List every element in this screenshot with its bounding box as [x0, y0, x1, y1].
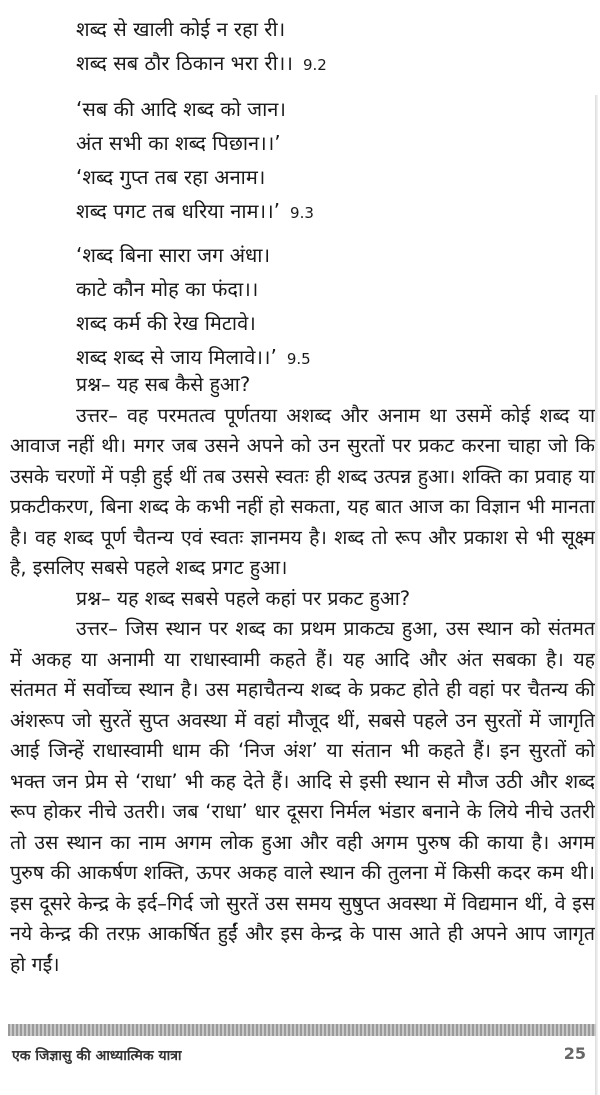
page-number: 25 — [563, 1044, 586, 1063]
verse-line: शब्द शब्द से जाय मिलावे।।’ 9.5 — [76, 345, 311, 369]
prose-section — [10, 370, 595, 980]
verse-line: शब्द पगट तब धरिया नाम।।’ 9.3 — [76, 199, 314, 223]
verse-block-3 — [76, 238, 311, 374]
answer-1: उत्तर– वह परमतत्व पूर्णतया अशब्द और अनाम था उसमें कोई शब्द या आवाज नहीं थी। मगर जब उसने अपने को उन सुरतों पर प्रकट करना चाहा जो कि उसके चरणों में पड़ी हुई थीं तब उससे स्वतः ही शब्द उत्पन्न हुआ। शक्ति का प्रवाह या प्रकटीकरण, बिना शब्द के कभी नहीं हो सकता, यह बात आज का विज्ञान भी मानता है। वह शब्द पूर्ण चैतन्य एवं स्वतः ज्ञानमय है। शब्द तो रूप और प्रकाश से भी सूक्ष्म है, इसलिए सबसे पहले शब्द प्रगट हुआ। — [10, 403, 595, 579]
verse-block-2 — [76, 92, 314, 228]
answer-2: उत्तर– जिस स्थान पर शब्द का प्रथम प्राकट्य हुआ, उस स्थान को संतमत में अकह या अनामी या राधास्वामी कहते हैं। यह आदि और अंत सबका है। यह संतमत में सर्वोच्च स्थान है। उस महाचैतन्य शब्द के प्रकट होते ही वहां पर चैतन्य की अंशरूप जो सुरतें सुप्त अवस्था में वहां मौजूद थीं, सबसे पहले उन सुरतों में जागृति आई जिन्हें राधास्वामी धाम की ‘निज अंश’ या संतान भी कहते हैं। इन सुरतों को भक्त जन प्रेम से ‘राधा’ भी कह देते हैं। आदि से इसी स्थान से मौज उठी और शब्द रूप होकर नीचे उतरी। जब ‘राधा’ धार दूसरा निर्मल भंडार बनाने के लिये नीचे उतरी तो उस स्थान का नाम अगम लोक हुआ और वही अगम पुरुष की काया है। अगम पुरुष की आकर्षण शक्ति, ऊपर अकह वाले स्थान की तुलना में किसी कदर कम थी। इस दूसरे केन्द्र के इर्द–गिर्द जो सुरतें उस समय सुषुप्त अवस्था में विद्यमान थीं, वे इस नये केन्द्र की तरफ़ आकर्षित हुईं और इस केन्द्र के पास आते ही अपने आप जागृत हो गईं। — [10, 617, 595, 976]
question-2: प्रश्न– यह शब्द सबसे पहले कहां पर प्रकट हुआ? — [76, 586, 411, 610]
verse-line: शब्द से खाली कोई न रहा री। — [76, 17, 286, 41]
verse-line: शब्द कर्म की रेख मिटावे। — [76, 311, 256, 335]
footer-book-title: एक जिज्ञासु की आध्यात्मिक यात्रा — [12, 1048, 182, 1064]
verse-line: ‘सब की आदि शब्द को जान। — [76, 97, 286, 121]
verse-number: 9.2 — [302, 56, 327, 74]
verse-line: ‘शब्द गुप्त तब रहा अनाम। — [76, 165, 266, 189]
verse-number: 9.5 — [286, 350, 311, 368]
verse-line: ‘शब्द बिना सारा जग अंधा। — [76, 243, 271, 267]
verse-line: अंत सभी का शब्द पिछान।।’ — [76, 131, 281, 155]
verse-line: काटे कौन मोह का फंदा।। — [76, 277, 259, 301]
footer-rule — [8, 1024, 596, 1036]
verse-block-1 — [76, 12, 327, 80]
verse-number: 9.3 — [290, 204, 314, 222]
verse-line: शब्द सब ठौर ठिकान भरा री।। 9.2 — [76, 51, 327, 75]
question-1: प्रश्न– यह सब कैसे हुआ? — [76, 373, 251, 396]
page-edge-shadow — [595, 95, 598, 1095]
